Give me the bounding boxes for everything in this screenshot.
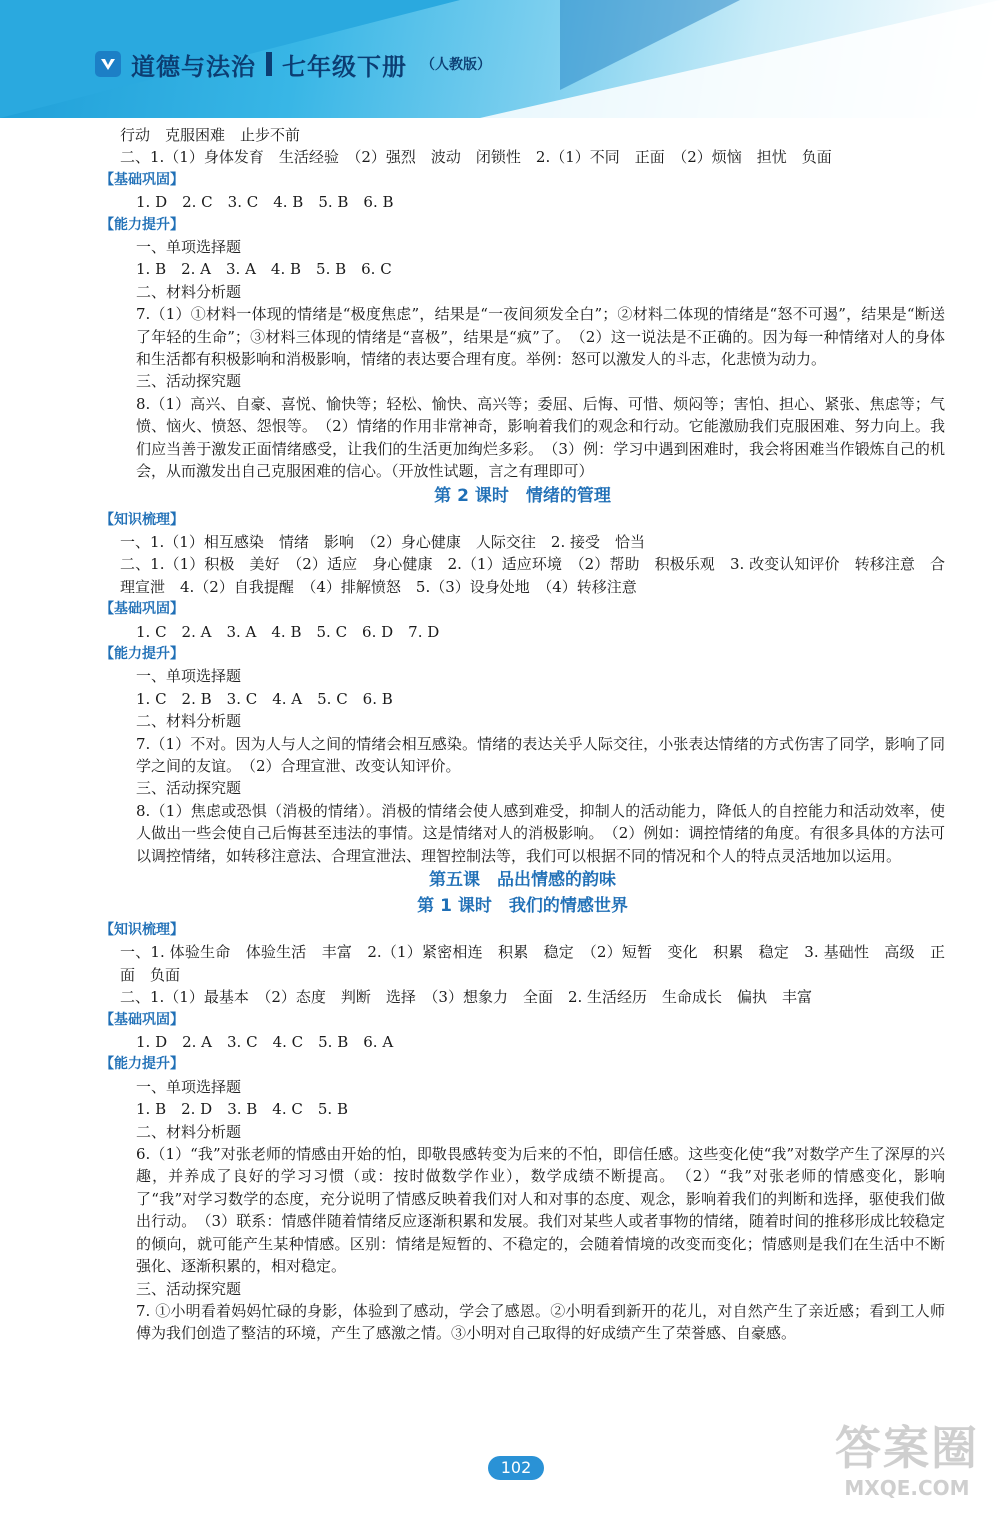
answer-line: 1. B 2. D 3. B 4. C 5. B bbox=[136, 1100, 348, 1119]
answer-line: 三、活动探究题 bbox=[136, 779, 242, 798]
section-tag: 【基础巩固】 bbox=[100, 171, 184, 188]
book-logo-icon bbox=[95, 51, 121, 77]
answer-line: 8.（1）焦虑或恐惧（消极的情绪）。消极的情绪会使人感到难受，抑制人的活动能力，降低人的自控能力和活动效率，使人做出一些会使自己后悔甚至违法的事情。这是情绪对人的消极影响。 （2）例如：调控情绪的角度。有很多具体的方法可以调控情绪，如转移注意法、合理宣泄法、理智控制法等，我们可以根据不同的情况和个人的特点灵活地加以运用。 bbox=[136, 801, 945, 865]
answer-line: 7. ①小明看着妈妈忙碌的身影，体验到了感动，学会了感恩。②小明看到新开的花儿，对自然产生了亲近感；看到工人师傅为我们创造了整洁的环境，产生了感激之情。③小明对自己取得的好成绩产生了荣誉感、自豪感。 bbox=[136, 1301, 945, 1343]
answer-line: 8.（1）高兴、自豪、喜悦、愉快等；轻松、愉快、高兴等；委屈、后悔、可惜、烦闷等；害怕、担心、紧张、焦虑等；气愤、恼火、愤怒、怨恨等。 （2）情绪的作用非常神奇，影响着我们的观念和行动。它能激励我们克服困难、努力向上。我们应当善于激发正面情绪感受，让我们的生活更加绚烂多彩。 （3）例：学习中遇到困难时，我会将困难当作锻炼自己的机会，从而激发出自己克服困难的信心。（开放性试题，言之有理即可） bbox=[136, 394, 945, 481]
answer-line: 7.（1）不对。因为人与人之间的情绪会相互感染。情绪的表达关乎人际交往，小张表达情绪的方式伤害了同学，影响了同学之间的友谊。 （2）合理宣泄、改变认知评价。 bbox=[136, 734, 945, 775]
answer-line: 三、活动探究题 bbox=[136, 1279, 242, 1298]
watermark-url: MXQE.COM bbox=[844, 1476, 970, 1500]
section-tag: 【基础巩固】 bbox=[100, 601, 184, 618]
answer-content bbox=[100, 124, 945, 1345]
section-heading: 第 1 课时 我们的情感世界 bbox=[417, 896, 628, 916]
answer-line: 一、单项选择题 bbox=[136, 667, 242, 686]
answer-line: 二、材料分析题 bbox=[136, 282, 242, 301]
page-number: 102 bbox=[488, 1456, 544, 1480]
subject-title: 道德与法治 bbox=[131, 52, 256, 81]
book-title-row bbox=[95, 46, 491, 82]
answer-line: 一、1.（1）相互感染 情绪 影响 （2）身心健康 人际交往 2. 接受 恰当 bbox=[120, 532, 645, 551]
section-tag: 【知识梳理】 bbox=[100, 511, 184, 528]
answer-line: 一、单项选择题 bbox=[136, 238, 242, 257]
watermark-logo bbox=[822, 1420, 992, 1520]
answer-line: 7.（1）①材料一体现的情绪是“极度焦虑”，结果是“一夜间须发全白”；②材料二体现的情绪是“怒不可遏”，结果是“断送了年轻的生命”；③材料三体现的情绪是“喜极”，结果是“疯”了。 （2）这一说法是不正确的。因为每一种情绪对人的身体和生活都有积极影响和消极影响，情绪的表达要合理有度。举例：怒可以激发人的斗志，化悲愤为动力。 bbox=[136, 305, 945, 369]
answer-line: 二、1.（1）身体发育 生活经验 （2）强烈 波动 闭锁性 2.（1）不同 正面 （2）烦恼 担忧 负面 bbox=[120, 148, 832, 167]
grade-title: 七年级下册 bbox=[282, 52, 407, 81]
answer-line: 二、材料分析题 bbox=[136, 1122, 242, 1141]
watermark-text: 答案圈 bbox=[835, 1421, 979, 1475]
answer-line: 二、1.（1）最基本 （2）态度 判断 选择 （3）想象力 全面 2. 生活经历 生命成长 偏执 丰富 bbox=[120, 988, 813, 1007]
answer-line: 二、材料分析题 bbox=[136, 712, 242, 731]
header-banner bbox=[0, 0, 1000, 118]
answer-line: 1. D 2. A 3. C 4. C 5. B 6. A bbox=[136, 1033, 394, 1052]
title-divider bbox=[266, 52, 272, 76]
answer-line: 1. C 2. A 3. A 4. B 5. C 6. D 7. D bbox=[136, 622, 440, 641]
answer-line: 行动 克服困难 止步不前 bbox=[120, 126, 301, 144]
section-tag: 【知识梳理】 bbox=[100, 922, 184, 938]
answer-line: 1. D 2. C 3. C 4. B 5. B 6. B bbox=[136, 193, 394, 212]
banner-shard bbox=[480, 0, 1000, 118]
answer-line: 三、活动探究题 bbox=[136, 372, 242, 391]
answer-line: 1. B 2. A 3. A 4. B 5. B 6. C bbox=[136, 260, 392, 279]
answer-line: 6.（1）“我”对张老师的情感由开始的怕，即敬畏感转变为后来的不怕，即信任感。这些变化使“我”对数学产生了深厚的兴趣，并养成了良好的学习习惯（或：按时做数学作业），数学成绩不断提高。 （2）“我”对张老师的情感变化，影响了“我”对学习数学的态度，充分说明了情感反映着我们对人和对事的态度、观念，影响着我们的判断和选择，驱使我们做出行动。 （3）联系：情感伴随着情绪反应逐渐积累和发展。我们对某些人或者事物的情绪，随着时间的推移形成比较稳定的倾向，就可能产生某种情感。区别：情绪是短暂的、不稳定的，会随着情境的改变而变化；情感则是我们在生活中不断强化、逐渐积累的，相对稳定。 bbox=[136, 1145, 945, 1276]
answer-line: 1. C 2. B 3. C 4. A 5. C 6. B bbox=[136, 689, 393, 708]
section-tag: 【能力提升】 bbox=[100, 1056, 184, 1073]
answer-line: 二、1.（1）积极 美好 （2）适应 身心健康 2.（1）适应环境 （2）帮助 积极乐观 3. 改变认知评价 转移注意 合理宣泄 4.（2）自我提醒 （4）排解愤怒 5.（3）设身处地 （4）转移注意 bbox=[120, 555, 945, 596]
answer-line: 一、单项选择题 bbox=[136, 1077, 242, 1096]
section-heading: 第 2 课时 情绪的管理 bbox=[434, 485, 611, 506]
section-tag: 【基础巩固】 bbox=[100, 1011, 184, 1028]
edition-label: （人教版） bbox=[421, 57, 491, 73]
section-heading: 第五课 品出情感的韵味 bbox=[429, 870, 616, 890]
section-tag: 【能力提升】 bbox=[100, 216, 184, 233]
section-tag: 【能力提升】 bbox=[100, 645, 184, 662]
answer-line: 一、1. 体验生命 体验生活 丰富 2.（1）紧密相连 积累 稳定 （2）短暂 变化 积累 稳定 3. 基础性 高级 正面 负面 bbox=[120, 943, 945, 984]
